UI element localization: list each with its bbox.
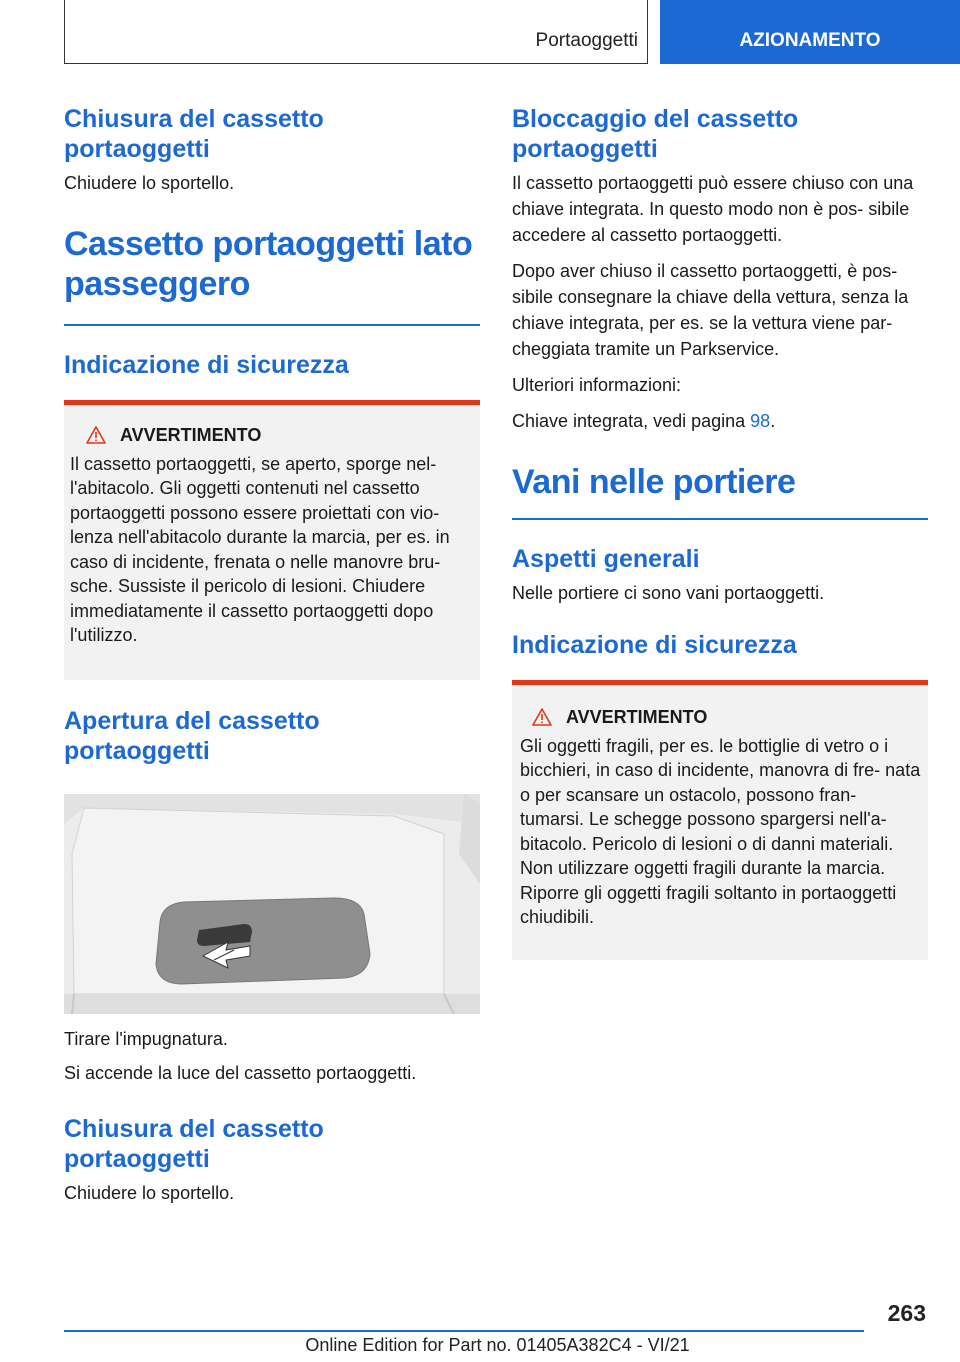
key-ref-end: .: [770, 411, 776, 431]
heading-general: Aspetti generali: [512, 544, 700, 573]
warning-title-left: [70, 425, 474, 446]
heading-lock-glovebox: Bloccaggio del cassetto portaoggetti: [512, 105, 799, 163]
glovebox-illustration: [64, 794, 480, 1014]
text-more-info: Ulteriori informazioni:: [512, 375, 682, 395]
header-chapter-tab: AZIONAMENTO: [660, 0, 960, 64]
heading-passenger-glovebox: Cassetto portaoggetti lato passeggero: [64, 225, 473, 303]
warning-triangle-icon: [532, 708, 552, 726]
page-number: 263: [887, 1300, 926, 1326]
footer-rule: [64, 1330, 864, 1332]
warning-body-left: Il cassetto portaoggetti, se aperto, sporge nel- l'abitacolo. Gli oggetti contenuti nel cassetto portaoggetti possono essere proiettati con vio- lenza nell'abitacolo durante la marcia, per es. in caso di incidente, frenata o nelle manovre bru- sche. Sussiste il pericolo di lesioni. Chiudere immediatamente il cassetto portaoggetti dopo l'utilizzo.: [70, 453, 450, 645]
key-ref-text: Chiave integrata, vedi pagina: [512, 411, 751, 431]
text-close-bottom: Chiudere lo sportello.: [64, 1182, 235, 1203]
page-link-98[interactable]: 98: [750, 411, 771, 431]
header-section-title: Portaoggetti: [535, 30, 638, 51]
text-key-reference: [512, 408, 928, 434]
heading-close-glovebox-bottom: Chiusura del cassetto portaoggetti: [64, 1114, 324, 1173]
text-lock-p2: Dopo aver chiuso il cassetto portaoggetti, è pos- sibile consegnare la chiave della vettura, senza la chiave integrata, per es. se la vettura viene par- cheggiata tramite un Parkservice.: [512, 261, 909, 359]
text-lock-p1: Il cassetto portaoggetti può essere chiuso con una chiave integrata. In questo modo non è pos- sibile accedere al cassetto portaoggetti.: [512, 173, 914, 245]
warning-box-left: [64, 400, 480, 680]
warning-body-right: Gli oggetti fragili, per es. le bottiglie di vetro o i bicchieri, in caso di incidente, manovra di fre- nata o per scansare un ostacolo, possono fran- tumarsi. Le schegge possono spargersi nell'a- bitacolo. Pericolo di lesioni o di danni materiali. Non utilizzare oggetti fragili durante la marcia. Riporre gli oggetti fragili soltanto in portaoggetti chiudibili.: [520, 735, 921, 927]
footer-edition: Online Edition for Part no. 01405A382C4 - VI/21: [305, 1335, 690, 1355]
heading-close-glovebox-top: Chiusura del cassetto portaoggetti: [64, 105, 324, 163]
text-light-on: Si accende la luce del cassetto portaoggetti.: [64, 1062, 417, 1083]
warning-title-text: AVVERTIMENTO: [566, 706, 708, 727]
heading-open-glovebox: Apertura del cassetto portaoggetti: [64, 706, 320, 765]
text-close-top: Chiudere lo sportello.: [64, 173, 235, 193]
heading-door-compartments: Vani nelle portiere: [512, 463, 796, 501]
text-pull-handle: Tirare l'impugnatura.: [64, 1028, 228, 1049]
warning-triangle-icon: [86, 426, 106, 444]
text-general: Nelle portiere ci sono vani portaoggetti.: [512, 582, 825, 603]
heading-safety-right: Indicazione di sicurezza: [512, 630, 797, 659]
heading-rule-right: [512, 518, 928, 520]
heading-safety-left: Indicazione di sicurezza: [64, 350, 349, 379]
warning-title-text: AVVERTIMENTO: [120, 424, 262, 445]
glovebox-illustration-svg: [64, 794, 480, 1014]
left-column: [64, 104, 480, 1206]
right-column: [512, 104, 928, 960]
heading-rule: [64, 324, 480, 326]
warning-title-right: [520, 707, 922, 728]
warning-box-right: [512, 680, 928, 960]
